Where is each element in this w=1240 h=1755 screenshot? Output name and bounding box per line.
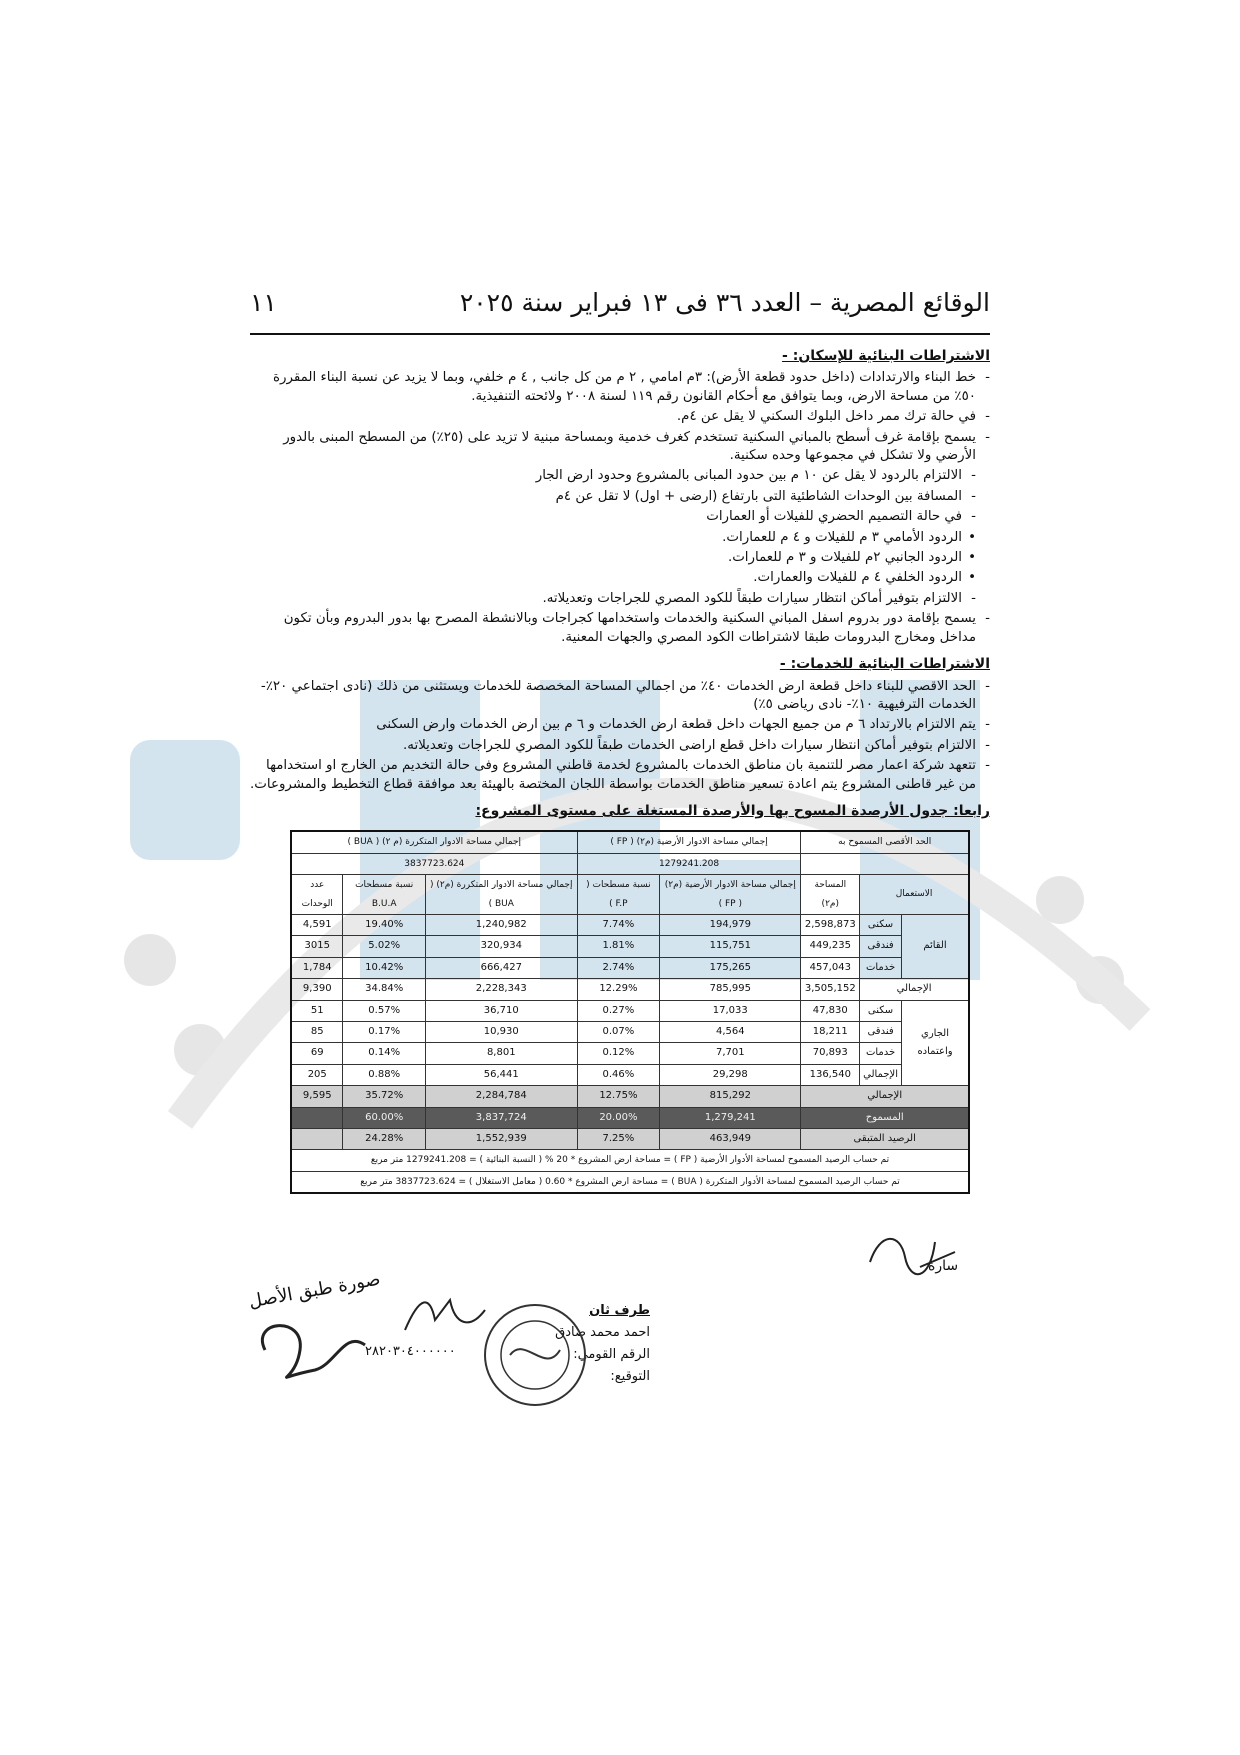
group-existing-label: القائم <box>902 914 970 978</box>
balance-table-title: رابعا: جدول الأرصدة المسوح بها والأرصدة المستغلة على مستوى المشروع: <box>475 802 990 819</box>
table-note: تم حساب الرصيد المسموح لمساحة الأدوار المتكررة ( BUA ) = مساحة ارض المشروع * 0.60 ( معامل الاستغلال ) = 3837723.624 متر مربع <box>291 1171 969 1193</box>
group-in-progress-label: الجاري واعتماده <box>902 1000 970 1086</box>
housing-item: - الالتزام بتوفير أماكن انتظار سيارات طبقاً للكود المصري للجراجات وتعديلاته. <box>250 590 976 608</box>
th-fp-total: إجمالي مساحة الادوار الأرضية (م٢) ( FP ) <box>577 831 801 853</box>
services-item: - يتم الالتزام بالارتداد ٦ م من جميع الجهات داخل قطعة ارض الخدمات و ٦ م بين ارض الخدمات وارض السكنى <box>250 716 990 734</box>
housing-item: - الالتزام بالردود لا يقل عن ١٠ م بين حدود المبانى بالمشروع وحدود ارض الجار <box>250 467 976 485</box>
bua-total-value: 3837723.624 <box>291 853 577 874</box>
right-signature-block <box>860 1222 980 1292</box>
housing-item: - خط البناء والارتدادات (داخل حدود قطعة الأرض): ٣م امامي , ٢ م من كل جانب , ٤ م خلفي، وبما لا يزيد عن نسبة البناء المقررة ٥٠٪ من مساحة الارض، وبما يتوافق مع أحكام القانون رقم ١١٩ لسنة ٢٠٠٨ ولائحته التنفيذية. <box>250 369 990 406</box>
th-bua: إجمالي مساحة الادوار المتكررة (م٢) ( BUA ) <box>425 875 577 915</box>
table-row-subtotal: الإجمالي 136,540 29,298 0.46% 56,441 0.88% 205 <box>291 1064 969 1085</box>
th-units: عدد الوحدات <box>291 875 343 915</box>
party-name: احمد محمد صادق <box>555 1325 650 1340</box>
th-bua-total: إجمالي مساحة الادوار المتكررة (م ٢) ( BUA ) <box>291 831 577 853</box>
housing-section-title: الاشتراطات البنائية للإسكان: - <box>782 348 990 364</box>
left-signature-icon <box>245 1310 375 1390</box>
table-row: فندقى 449,235 115,751 1.81% 320,934 5.02% 3015 <box>291 936 969 957</box>
balance-table <box>290 830 970 1194</box>
signature-scribble-icon <box>860 1222 980 1292</box>
housing-item: - في حالة التصميم الحضري للفيلات أو العمارات <box>250 508 976 526</box>
copy-note: صورة طبق الأصل <box>247 1268 382 1313</box>
table-note: تم حساب الرصيد المسموح لمساحة الأدوار الأرضية ( FP ) = مساحة ارض المشروع * 20 % ( النسبة البنائية ) = 1279241.208 متر مربع <box>291 1150 969 1171</box>
official-stamp-icon <box>480 1300 590 1410</box>
page-number: ١١ <box>250 287 277 317</box>
housing-item: - في حالة ترك ممر داخل البلوك السكني لا يقل عن ٤م. <box>250 408 990 426</box>
table-row: خدمات 70,893 7,701 0.12% 8,801 0.14% 69 <box>291 1043 969 1064</box>
party-label: طرف ثان <box>589 1303 650 1318</box>
document-body <box>250 345 990 1194</box>
services-section-title: الاشتراطات البنائية للخدمات: - <box>779 656 990 673</box>
national-id-label: الرقم القومي: <box>573 1347 650 1362</box>
fp-total-value: 1279241.208 <box>577 853 801 874</box>
th-use: الاستعمال <box>860 875 969 915</box>
housing-item: - المسافة بين الوحدات الشاطئية التى بارتفاع (ارضى + اول) لا تقل عن ٤م <box>250 488 976 506</box>
table-row-balance: الرصيد المتبقى 463,949 7.25% 1,552,939 24.28% <box>291 1129 969 1150</box>
header-title: الوقائع المصرية – العدد ٣٦ فى ١٣ فبراير سنة ٢٠٢٥ <box>459 287 990 317</box>
table-row: خدمات 457,043 175,265 2.74% 666,427 10.42% 1,784 <box>291 957 969 978</box>
right-note: سارة <box>928 1258 959 1274</box>
middle-signature-icon <box>400 1290 490 1340</box>
th-area: المساحة (م٢) <box>801 875 860 915</box>
services-item: - الالتزام بتوفير أماكن انتظار سيارات داخل قطع اراضى الخدمات طبقاً للكود المصري للجراجات وتعديلاته. <box>250 737 990 755</box>
table-row-subtotal: الإجمالي 3,505,152 785,995 12.29% 2,228,343 34.84% 9,390 <box>291 979 969 1000</box>
services-item: - الحد الاقصي للبناء داخل قطعة ارض الخدمات ٤٠٪ من اجمالي المساحة المخصصة للخدمات ويستثنى من ذلك (نادى اجتماعي ٢٠٪- الخدمات الترفيهية ١٠٪- نادى رياضى ٥٪) <box>250 678 990 715</box>
table-row-total: الإجمالي 815,292 12.75% 2,284,784 35.72% 9,595 <box>291 1086 969 1107</box>
table-row-allowed: المسموح 1,279,241 20.00% 3,837,724 60.00% <box>291 1107 969 1128</box>
header-divider <box>250 333 990 335</box>
signature-label: التوقيع: <box>610 1369 650 1384</box>
setback-sub-item: • الردود الخلفي ٤ م للفيلات والعمارات. <box>250 569 976 587</box>
th-max-allowed: الحد الأقصى المسموح به <box>801 831 969 853</box>
th-bua-pct: نسبة مسطحات B.U.A <box>343 875 425 915</box>
national-id-value: ٢٨٢٠٣٠٤٠٠٠٠٠٠ <box>365 1344 456 1359</box>
setback-sub-item: • الردود الجانبي ٢م للفيلات و ٣ م للعمارات. <box>250 549 976 567</box>
table-row: فندقى 18,211 4,564 0.07% 10,930 0.17% 85 <box>291 1022 969 1043</box>
th-fp-pct: نسبة مسطحات ( F.P ) <box>577 875 660 915</box>
housing-item: - يسمح بإقامة غرف أسطح بالمباني السكنية تستخدم كغرف خدمية وبمساحة مبنية لا تزيد على (٢٥٪) من المسطح المبنى بالدور الأرضي ولا تشكل في مجموعها وحده سكنية. <box>250 429 990 466</box>
housing-item: - يسمح بإقامة دور بدروم اسفل المباني السكنية والخدمات واستخدامها كجراجات وبالانشطة المصرح بها بدور البدروم وبأن تكون مداخل ومخارج البدرومات طبقا لاشتراطات الكود المصري والجهات المعنية. <box>250 610 990 647</box>
th-fp: إجمالي مساحة الادوار الأرضية (م٢) ( FP ) <box>660 875 801 915</box>
services-item: - تتعهد شركة اعمار مصر للتنمية بان مناطق الخدمات بالمشروع لخدمة قاطني المشروع وفى حالة التخديم من الخارج او استخدامها من غير قاطنى المشروع يتم اعادة تسعير مناطق الخدمات بواسطة اللجان المختصة بالهيئة بعد موافقة قطاع التخطيط والمشروعات. <box>250 757 990 794</box>
page-header <box>250 284 990 320</box>
setback-sub-item: • الردود الأمامي ٣ م للفيلات و ٤ م للعمارات. <box>250 529 976 547</box>
housing-list <box>250 369 990 647</box>
table-row: القائم سكنى 2,598,873 194,979 7.74% 1,240,982 19.40% 4,591 <box>291 914 969 935</box>
table-row: الجاري واعتماده سكنى 47,830 17,033 0.27% 36,710 0.57% 51 <box>291 1000 969 1021</box>
services-list <box>250 678 990 794</box>
